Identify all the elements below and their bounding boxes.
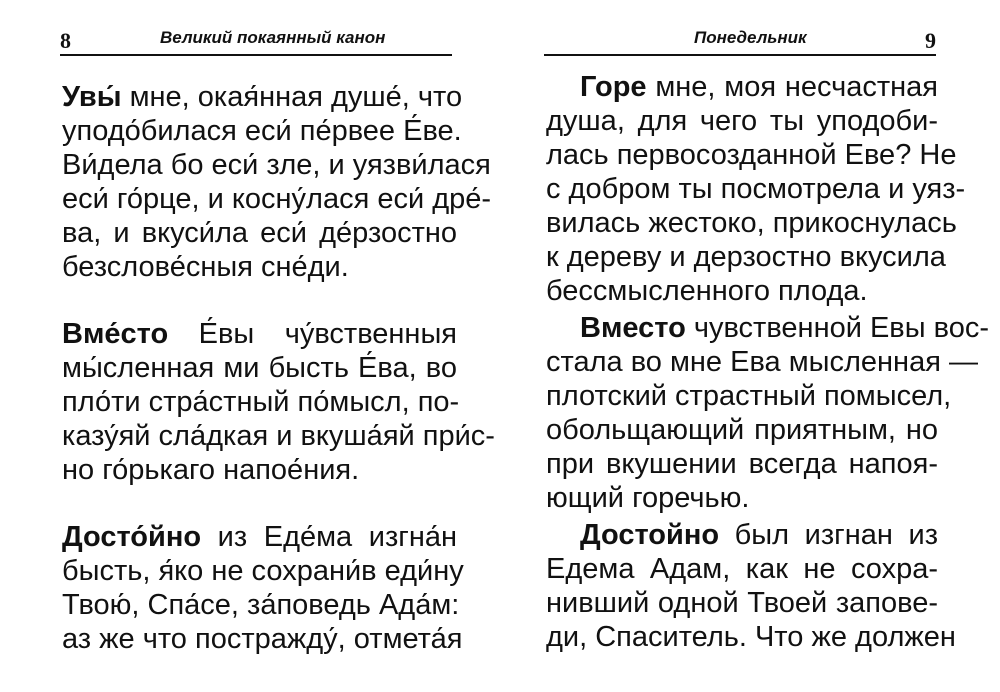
text-line: нивший одной Твоей запове- (546, 587, 938, 619)
left-page-header (60, 18, 452, 56)
running-title: Понедельник (694, 28, 807, 47)
right-page-text (546, 70, 989, 654)
paragraph (62, 317, 495, 487)
text-line: с добром ты посмотрела и уяз- (546, 173, 966, 205)
initial-word: Досто́йно (62, 521, 202, 553)
paragraph (62, 80, 492, 284)
text-line: пло́ти стра́стный по́мысл, по- (62, 386, 460, 418)
text-line: лась первосозданной Еве? Не (546, 139, 957, 171)
text-line: мы́сленная ми бысть Е́ва, во (62, 352, 457, 384)
text-line: аз же что постражду́, отмета́я (62, 623, 463, 655)
text-line: при вкушении всегда напоя- (546, 448, 938, 480)
text-line: казу́яй сла́дкая и вкуша́яй при́с- (62, 420, 495, 452)
page-number: 8 (60, 28, 71, 53)
text-line: Горе мне, моя несчастная (580, 71, 938, 103)
page-number: 9 (925, 28, 936, 53)
initial-word: Вместо (580, 312, 686, 344)
text-line: но го́рькаго напое́ния. (62, 454, 360, 486)
text-line: ющий горечью. (546, 482, 750, 514)
text-line: Досто́йно из Еде́ма изгна́н (62, 521, 457, 553)
text-line: бессмысленного плода. (546, 275, 868, 307)
text-line: Ви́дела бо еси́ зле, и уязви́лася (62, 149, 491, 181)
paragraph (546, 518, 956, 654)
initial-word: Горе (580, 71, 647, 103)
text-line: Достойно был изгнан из (580, 519, 938, 551)
text-line: вилась жестоко, прикоснулась (546, 207, 957, 239)
right-page-header (544, 18, 936, 56)
text-line: Увы́ мне, окая́нная душе́, что (62, 81, 463, 113)
text-line: Вместо чувственной Евы вос- (580, 312, 989, 344)
text-line: обольщающий приятным, но (546, 414, 938, 446)
text-line: уподо́билася еси́ пе́рвее Е́ве. (62, 115, 462, 147)
text-line: бысть, я́ко не сохрани́в еди́ну (62, 555, 464, 587)
running-title: Великий покаянный канон (160, 28, 386, 47)
text-line: стала во мне Ева мысленная — (546, 346, 978, 378)
paragraph (546, 311, 989, 515)
text-line: Вме́сто Е́вы чу́вственныя (62, 318, 457, 350)
left-page (0, 0, 495, 692)
initial-word: Достойно (580, 519, 720, 551)
initial-word: Увы́ (62, 81, 122, 113)
right-page (500, 0, 1000, 692)
text-line: еси́ го́рце, и косну́лася еси́ дре́- (62, 183, 492, 215)
paragraph (546, 70, 966, 308)
text-line: Твою́, Спа́се, за́поведь Ада́м: (62, 589, 460, 621)
text-line: ди, Спаситель. Что же должен (546, 621, 956, 653)
text-line: Едема Адам, как не сохра- (546, 553, 938, 585)
left-page-text (62, 80, 495, 656)
text-line: плотский страстный помысел, (546, 380, 952, 412)
text-line: безслове́сныя сне́ди. (62, 251, 349, 283)
text-line: к дереву и дерзостно вкусила (546, 241, 946, 273)
paragraph (62, 520, 464, 656)
text-line: ва, и вкуси́ла еси́ де́рзостно (62, 217, 457, 249)
text-line: душа, для чего ты уподоби- (546, 105, 938, 137)
initial-word: Вме́сто (62, 318, 169, 350)
